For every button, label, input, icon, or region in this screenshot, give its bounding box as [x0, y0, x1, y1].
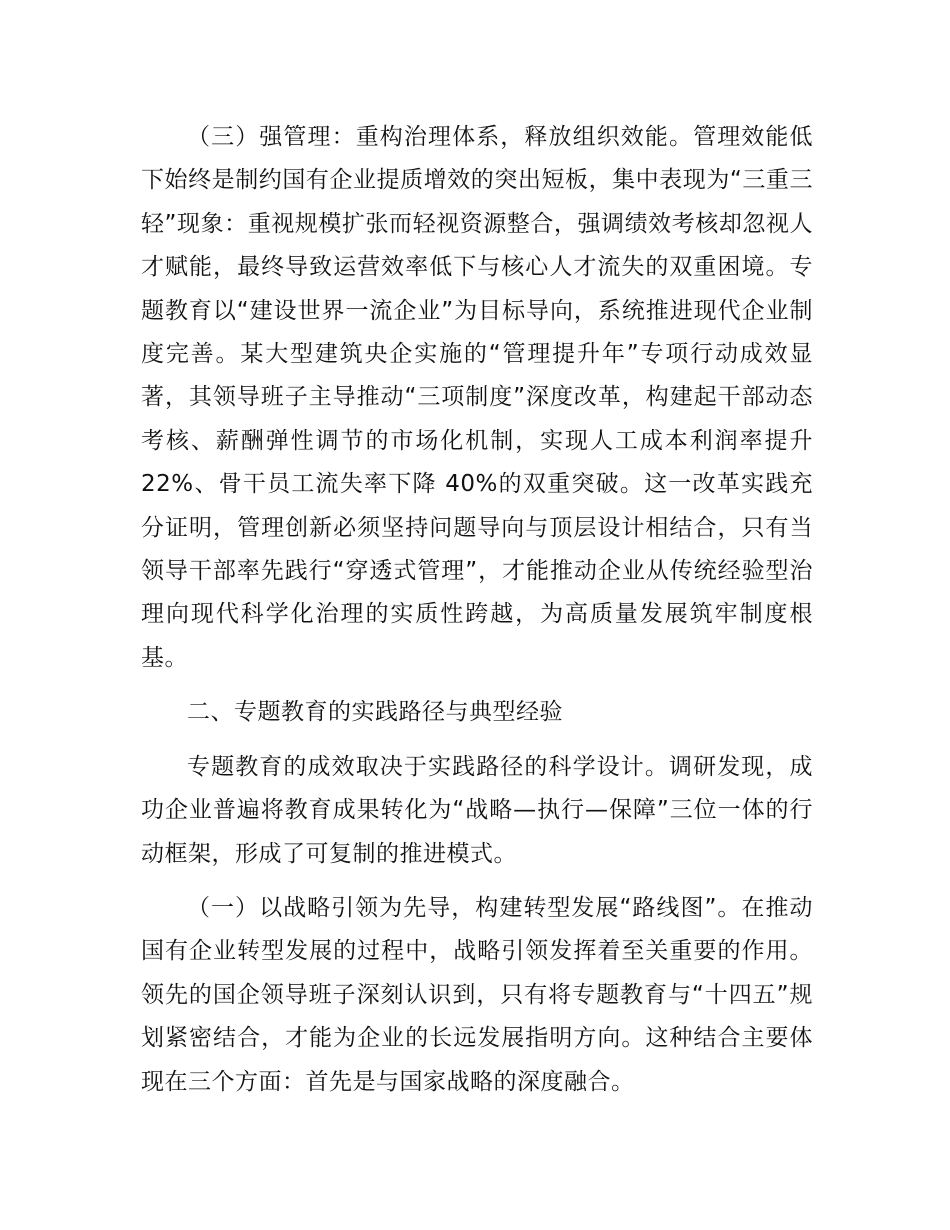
paragraph-management: （三）强管理：重构治理体系，释放组织效能。管理效能低下始终是制约国有企业提质增效的突出短板，集中表现为“三重三轻”现象：重视规模扩张而轻视资源整合，强调绩效考核却忽视人才赋能，最终导致运营效率低下与核心人才流失的双重困境。专题教育以“建设世界一流企业”为目标导向，系统推进现代企业制度完善。某大型建筑央企实施的“管理提升年”专项行动成效显著，其领导班子主导推动“三项制度”深度改革，构建起干部动态考核、薪酬弹性调节的市场化机制，实现人工成本利润率提升 22%、骨干员工流失率下降 40%的双重突破。这一改革实践充分证明，管理创新必须坚持问题导向与顶层设计相结合，只有当领导干部率先践行“穿透式管理”，才能推动企业从传统经验型治理向现代科学化治理的实质性跨越，为高质量发展筑牢制度根基。 [141, 124, 813, 671]
paragraph-practice-intro: 专题教育的成效取决于实践路径的科学设计。调研发现，成功企业普遍将教育成果转化为“战略—执行—保障”三位一体的行动框架，形成了可复制的推进模式。 [141, 753, 813, 867]
section-heading-practice-paths: 二、专题教育的实践路径与典型经验 [187, 699, 563, 726]
document-body [141, 116, 813, 1115]
paragraph-strategy-leadership: （一）以战略引领为先导，构建转型发展“路线图”。在推动国有企业转型发展的过程中，战略引领发挥着至关重要的作用。领先的国企领导班子深刻认识到，只有将专题教育与“十四五”规划紧密结合，才能为企业的长远发展指明方向。这种结合主要体现在三个方面：首先是与国家战略的深度融合。 [141, 894, 813, 1095]
